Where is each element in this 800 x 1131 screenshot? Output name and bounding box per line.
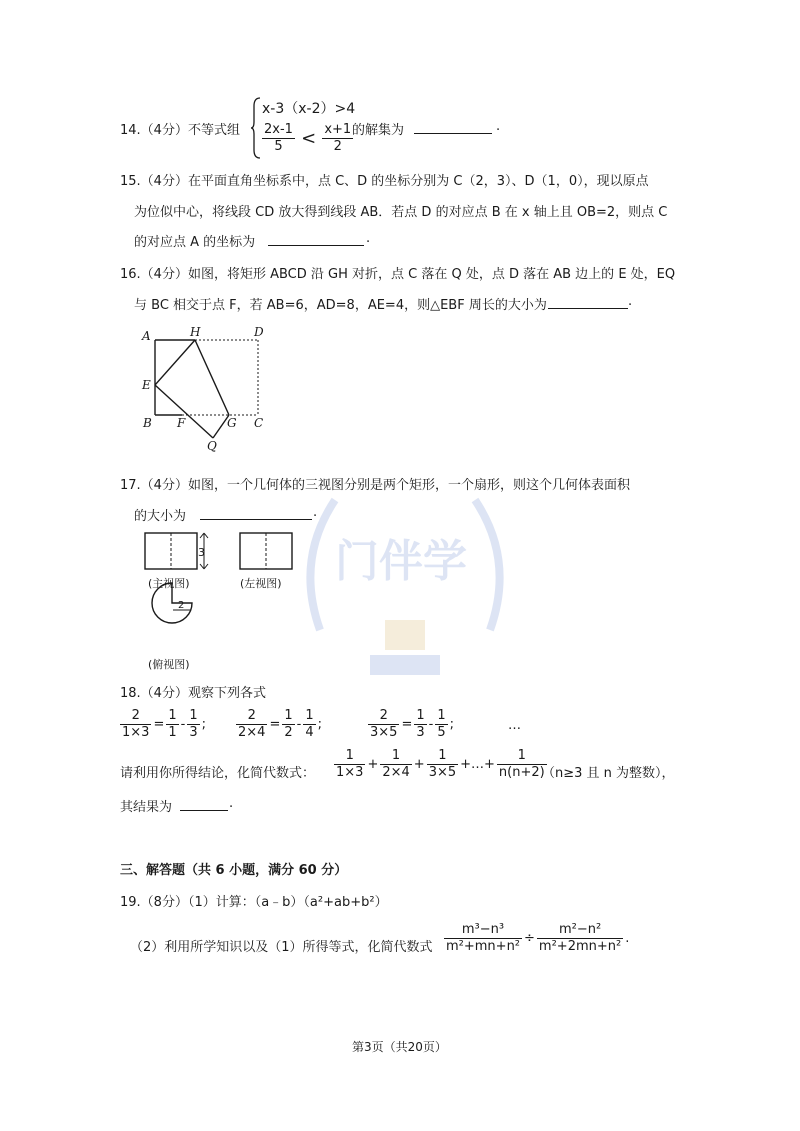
q18-line2-prefix: 请利用你所得结论，化简代数式： — [120, 766, 316, 781]
q14-end: . — [496, 119, 501, 134]
q18-condition: （n≥3 且 n 为整数）， — [542, 766, 675, 781]
q14-frac2-den: 2 — [333, 139, 342, 154]
q17-line1: 17.（4分）如图，一个几何体的三视图分别是两个矩形，一个扇形，则这个几何体表面积 — [120, 478, 630, 493]
frac-den: 4 — [305, 725, 314, 740]
q16-label-f: F — [177, 416, 186, 430]
q16-label-q: Q — [207, 439, 217, 453]
frac-den: 3 — [416, 725, 425, 740]
frac-den: m²+2mn+n² — [538, 939, 622, 954]
frac-num: m²−n² — [537, 922, 623, 939]
frac-den: m²+mn+n² — [446, 939, 521, 954]
q15-line3: 的对应点 A 的坐标为 — [134, 235, 256, 250]
q16-line1: 16.（4分）如图，将矩形 ABCD 沿 GH 对折，点 C 落在 Q 处，点 D 落在 AB 边上的 E 处，EQ — [120, 267, 676, 282]
page-footer: 第3页（共20页） — [352, 1040, 447, 1054]
q17-end: . — [313, 505, 318, 520]
q18-ellipsis: … — [508, 718, 521, 733]
q15-line1: 15.（4分）在平面直角坐标系中，点 C、D 的坐标分别为 C（2，3）、D（1，0），现以原点 — [120, 174, 649, 189]
frac-num: 2 — [120, 708, 151, 725]
frac-num: 1 — [380, 748, 411, 765]
frac-den: 5 — [437, 725, 446, 740]
q15-answer-blank[interactable] — [268, 231, 364, 246]
q18-answer-blank[interactable] — [180, 796, 228, 811]
frac-den: 1×3 — [336, 765, 364, 780]
frac-den: 3 — [189, 725, 198, 740]
q19-line1: 19.（8分）（1）计算：（a﹣b）（a²+ab+b²） — [120, 895, 388, 910]
frac-num: 2 — [368, 708, 399, 725]
frac-num: 1 — [416, 708, 425, 723]
q18-expr-1: $\frac{2}{1\times 3}$ = $\frac{1}{1}$ - $\frac{1}{3}$ ; — [122, 708, 206, 740]
q16-label-a: A — [142, 329, 151, 343]
frac-num: 1 — [189, 708, 198, 723]
q16-end: . — [628, 294, 633, 309]
q14-lt: < — [301, 128, 317, 149]
q18-title: 18.（4分）观察下列各式 — [120, 686, 266, 701]
q14-suffix: 的解集为 — [352, 123, 405, 138]
frac-num: 1 — [334, 748, 365, 765]
q16-answer-blank[interactable] — [548, 294, 628, 309]
q18-line3: 其结果为 — [120, 800, 173, 815]
frac-den: n(n+2) — [498, 765, 545, 780]
q18-expr-3: $\frac{2}{3\times 5}$ = $\frac{1}{3}$ - $\frac{1}{5}$ ; — [370, 708, 454, 740]
q17-answer-blank[interactable] — [200, 505, 312, 520]
watermark — [290, 470, 520, 694]
section-3-title: 三、解答题（共 6 小题，满分 60 分） — [120, 863, 348, 878]
q18-dots: +…+ — [460, 757, 495, 772]
q19-line2-prefix: （2）利用所学知识以及（1）所得等式，化简代数式 — [130, 940, 433, 955]
q18-end: . — [229, 796, 234, 811]
q15-line2: 为位似中心，将线段 CD 放大得到线段 AB．若点 D 的对应点 B 在 x 轴上且 OB=2，则点 C — [134, 205, 668, 220]
q18-sum-expression: $\frac{1}{1\times 3}$ + $\frac{1}{2\times 4}$ + $\frac{1}{3\times 5}$ +…+ $\frac{1}{n(n+2)}$ — [336, 748, 545, 780]
q14-prefix: 14.（4分）不等式组 — [120, 123, 240, 138]
frac-num: m³−n³ — [444, 922, 522, 939]
q17-dim-3: 3 — [198, 546, 205, 559]
q17-dim-2: 2 — [178, 600, 185, 611]
q14-inequality-1: x-3（x-2）>4 — [262, 101, 356, 117]
q18-expr-2: $\frac{2}{2\times 4}$ = $\frac{1}{2}$ - $\frac{1}{4}$ ; — [238, 708, 322, 740]
frac-num: 2 — [236, 708, 267, 725]
frac-den: 2 — [284, 725, 293, 740]
q15-end: . — [366, 231, 371, 246]
q14-answer-blank[interactable] — [414, 119, 492, 134]
frac-den: 2×4 — [238, 725, 266, 740]
q19-end: . — [625, 931, 630, 946]
q14-frac2-num: x+1 — [324, 122, 352, 137]
q16-figure — [140, 325, 275, 453]
q14-inequality-2 — [260, 122, 355, 155]
frac-num: 1 — [305, 708, 314, 723]
q17-line2: 的大小为 — [134, 509, 187, 524]
q19-divide: ÷ — [524, 931, 535, 946]
frac-den: 1×3 — [122, 725, 150, 740]
q17-top-caption: (俯视图) — [148, 658, 190, 671]
q16-label-c: C — [254, 416, 264, 430]
frac-den: 2×4 — [382, 765, 410, 780]
frac-den: 1 — [168, 725, 177, 740]
q17-front-caption: (主视图) — [148, 577, 190, 590]
q17-figure — [140, 528, 310, 673]
q14-frac1-num: 2x-1 — [264, 122, 293, 137]
q16-label-h: H — [190, 325, 201, 339]
q19-expression — [442, 922, 629, 955]
frac-den: 3×5 — [428, 765, 457, 780]
q17-left-caption: (左视图) — [240, 577, 282, 590]
frac-num: 1 — [497, 748, 547, 765]
q16-line2: 与 BC 相交于点 F，若 AB=6，AD=8，AE=4，则△EBF 周长的大小为 — [134, 298, 547, 313]
frac-den: 3×5 — [370, 725, 398, 740]
frac-num: 1 — [168, 708, 177, 723]
frac-num: 1 — [427, 748, 458, 765]
frac-num: 1 — [437, 708, 446, 723]
q14-frac1-den: 5 — [274, 139, 283, 154]
watermark-text: 门伴学 — [335, 536, 467, 587]
q16-label-b: B — [143, 416, 152, 430]
frac-num: 1 — [284, 708, 293, 723]
q16-label-e: E — [142, 378, 151, 392]
q16-label-d: D — [254, 325, 264, 339]
q16-label-g: G — [227, 416, 237, 430]
